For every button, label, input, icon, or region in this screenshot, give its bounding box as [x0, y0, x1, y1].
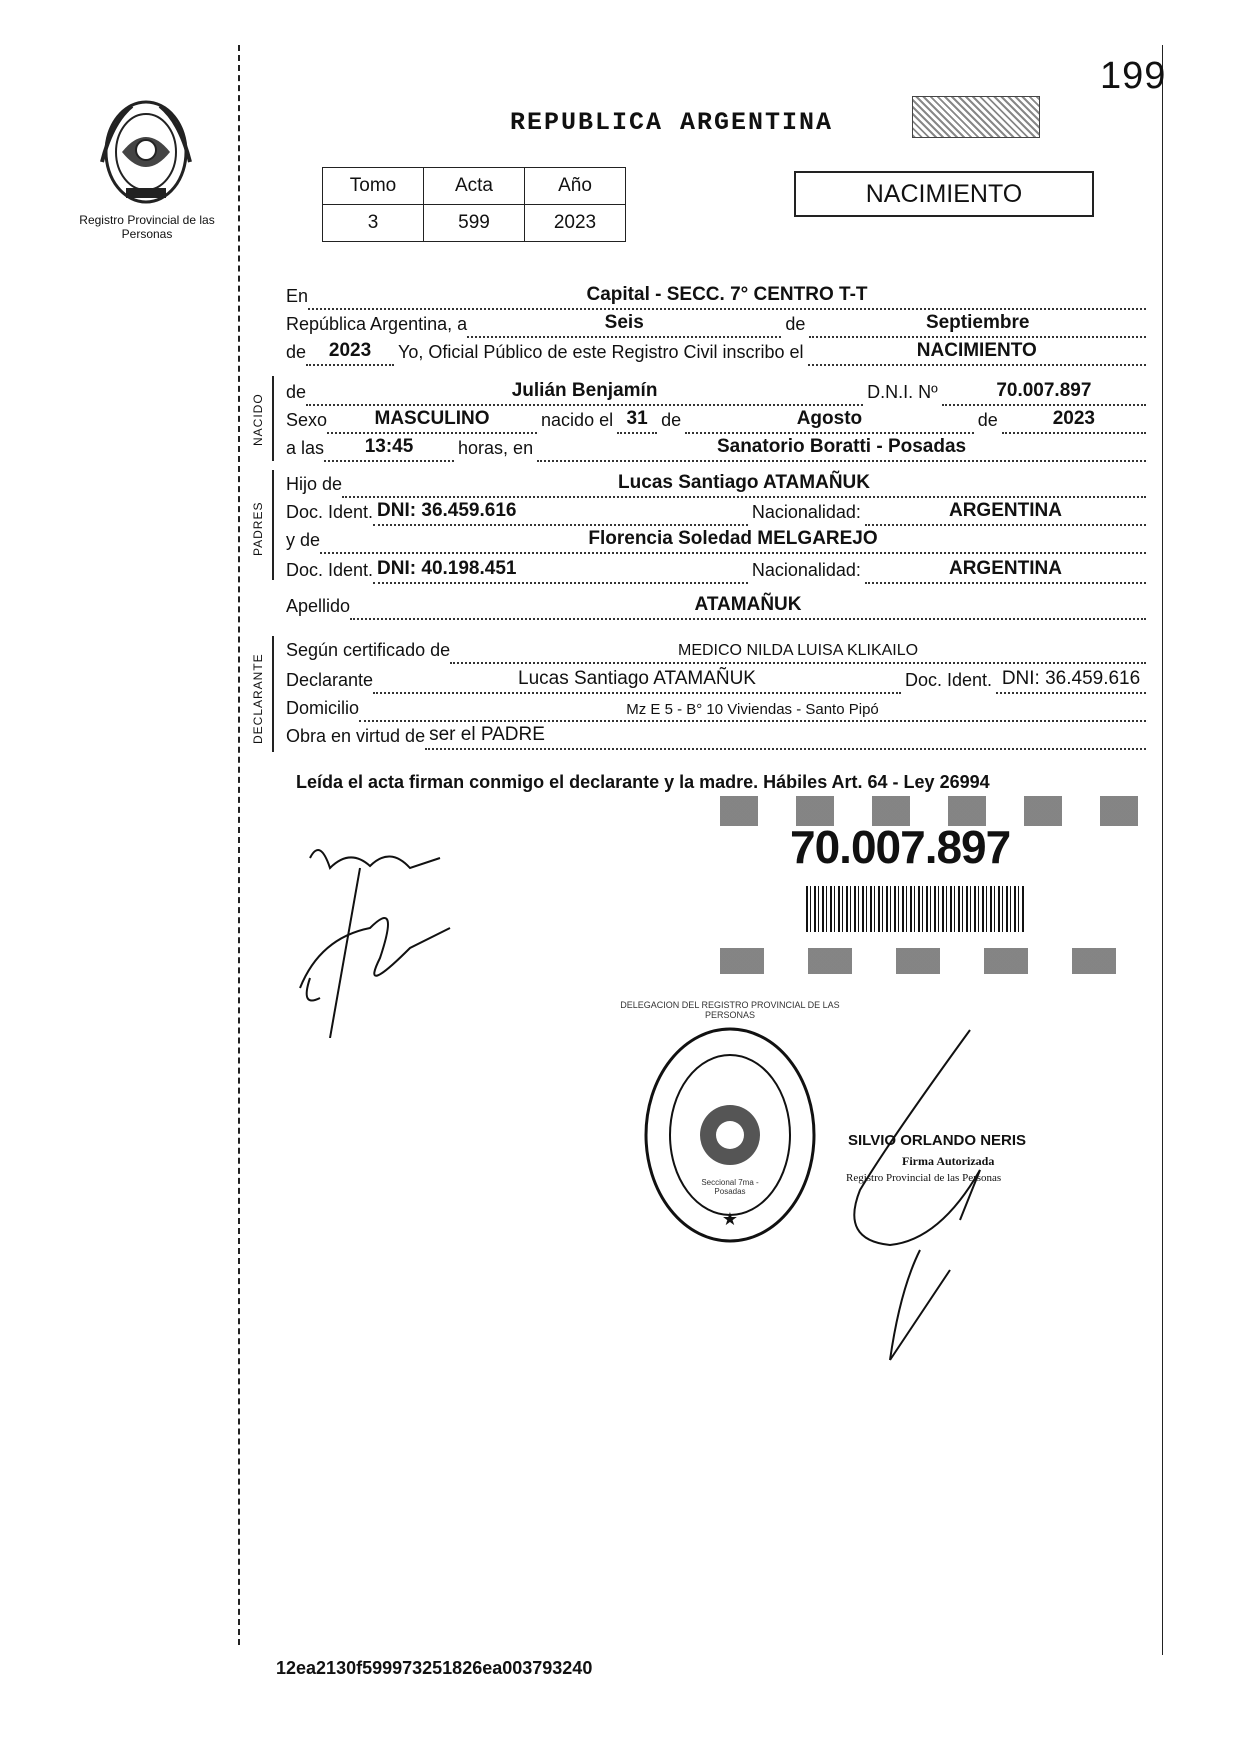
- nacido-section-label: NACIDO: [251, 393, 265, 446]
- official-signature: [830, 1020, 1020, 1380]
- mother-nac-label: Nacionalidad:: [751, 560, 861, 580]
- row-y-de: [286, 526, 1146, 554]
- birth-place: Sanatorio Boratti - Posadas: [716, 436, 967, 457]
- row-father-doc: [286, 498, 1146, 526]
- closing-text: Leída el acta firman conmigo el declarante y la madre. Hábiles Art. 64 - Ley 26994: [296, 772, 990, 792]
- birth-day: 31: [626, 408, 648, 429]
- declarante-value: Lucas Santiago ATAMAÑUK: [518, 668, 756, 689]
- declarant-signature: [290, 838, 470, 1038]
- nacido-bracket: [272, 376, 274, 461]
- year-label: de: [286, 342, 307, 362]
- sexo-value: MASCULINO: [374, 408, 490, 429]
- de2-label: de: [661, 410, 682, 430]
- mother-doc: DNI: 40.198.451: [377, 558, 517, 579]
- anio-value: 2023: [525, 205, 626, 242]
- row-en: [286, 282, 1146, 310]
- left-margin-line: [238, 45, 240, 1645]
- declarante-bracket: [272, 636, 274, 752]
- tomo-header: Tomo: [323, 168, 424, 205]
- stamp-outer-text: DELEGACION DEL REGISTRO PROVINCIAL DE LAS PERSONAS: [620, 1000, 840, 1020]
- row-hijo: [286, 470, 1146, 498]
- acta-value: 599: [424, 205, 525, 242]
- barcode-number: 70.007.897: [790, 821, 1011, 873]
- domicilio-label: Domicilio: [286, 698, 360, 718]
- nacido-de-label: de: [286, 382, 307, 402]
- padres-bracket: [272, 470, 274, 580]
- page-number: 199: [1100, 55, 1167, 97]
- declarante-section-label: DECLARANTE: [251, 653, 265, 744]
- declarante-doc: DNI: 36.459.616: [1001, 668, 1141, 689]
- republica-label: República Argentina, a: [286, 314, 468, 334]
- father-nationality: ARGENTINA: [948, 500, 1062, 521]
- registry-name: Registro Provincial de las Personas: [79, 213, 215, 241]
- declarante-doc-label: Doc. Ident.: [904, 670, 992, 690]
- official-name: SILVIO ORLANDO NERIS: [848, 1132, 1027, 1149]
- child-name: Julián Benjamín: [511, 380, 658, 401]
- child-dni: 70.007.897: [996, 380, 1092, 401]
- horas-label: horas, en: [458, 438, 534, 458]
- apellido-value: ATAMAÑUK: [694, 594, 802, 615]
- row-segun: [286, 636, 1146, 664]
- province-logo: [92, 92, 200, 210]
- father-doc-label: Doc. Ident.: [286, 502, 374, 522]
- hijo-label: Hijo de: [286, 474, 343, 494]
- barcode-bottom-band: [720, 948, 1160, 974]
- segun-value: MEDICO NILDA LUISA KLIKAILO: [678, 642, 919, 659]
- de-label: de: [785, 314, 806, 334]
- official-org: Registro Provincial de las Personas: [846, 1172, 1002, 1184]
- row-obra: [286, 722, 1146, 750]
- row-nacido-name: [286, 378, 1146, 406]
- domicilio-value: Mz E 5 - B° 10 Viviendas - Santo Pipó: [626, 701, 879, 718]
- tomo-value: 3: [323, 205, 424, 242]
- segun-label: Según certificado de: [286, 640, 451, 660]
- document-hash: 12ea2130f599973251826ea003793240: [276, 1658, 593, 1678]
- birth-time: 13:45: [364, 436, 414, 457]
- mother-nationality: ARGENTINA: [948, 558, 1062, 579]
- de3-label: de: [977, 410, 998, 430]
- father-doc: DNI: 36.459.616: [377, 500, 517, 521]
- mother-name: Florencia Soledad MELGAREJO: [588, 528, 878, 549]
- official-stamp: [640, 1025, 820, 1245]
- a-las-label: a las: [286, 438, 325, 458]
- birth-year: 2023: [1052, 408, 1095, 429]
- row-a-las: [286, 434, 1146, 462]
- en-label: En: [286, 286, 309, 306]
- row-mother-doc: [286, 556, 1146, 584]
- sexo-label: Sexo: [286, 410, 328, 430]
- obra-label: Obra en virtud de: [286, 726, 426, 746]
- stamp-inner-text: Seccional 7ma - Posadas: [701, 1178, 759, 1196]
- svg-text:★: ★: [721, 1209, 739, 1230]
- acta-header: Acta: [424, 168, 525, 205]
- year-value: 2023: [328, 340, 372, 361]
- page-title: REPUBLICA ARGENTINA: [510, 108, 834, 137]
- serial-stamp: [912, 96, 1040, 138]
- row-declarante: [286, 666, 1146, 694]
- official-role: Firma Autorizada: [902, 1154, 995, 1168]
- yo-label: Yo, Oficial Público de este Registro Civil inscribo el: [398, 342, 804, 362]
- apellido-label: Apellido: [286, 596, 351, 616]
- row-apellido: [286, 592, 1146, 620]
- day-value: Seis: [604, 312, 644, 333]
- father-nac-label: Nacionalidad:: [751, 502, 861, 522]
- inscribo-value: NACIMIENTO: [916, 340, 1037, 361]
- row-domicilio: [286, 694, 1146, 722]
- father-name: Lucas Santiago ATAMAÑUK: [618, 472, 870, 493]
- declarante-label: Declarante: [286, 670, 374, 690]
- anio-header: Año: [525, 168, 626, 205]
- right-margin-line: [1162, 45, 1163, 1655]
- nacido-el-label: nacido el: [541, 410, 614, 430]
- obra-value: ser el PADRE: [429, 724, 545, 745]
- en-value: Capital - SECC. 7° CENTRO T-T: [586, 284, 868, 305]
- mother-doc-label: Doc. Ident.: [286, 560, 374, 580]
- record-type-box: NACIMIENTO: [794, 171, 1094, 217]
- dni-label: D.N.I. Nº: [867, 382, 938, 402]
- padres-section-label: PADRES: [251, 501, 265, 556]
- barcode-bars: [806, 886, 1026, 932]
- month-value: Septiembre: [925, 312, 1030, 333]
- volume-table: [322, 167, 626, 242]
- y-de-label: y de: [286, 530, 321, 550]
- row-republica: [286, 310, 1146, 338]
- birth-month: Agosto: [796, 408, 863, 429]
- row-year: [286, 338, 1146, 366]
- row-sexo: [286, 406, 1146, 434]
